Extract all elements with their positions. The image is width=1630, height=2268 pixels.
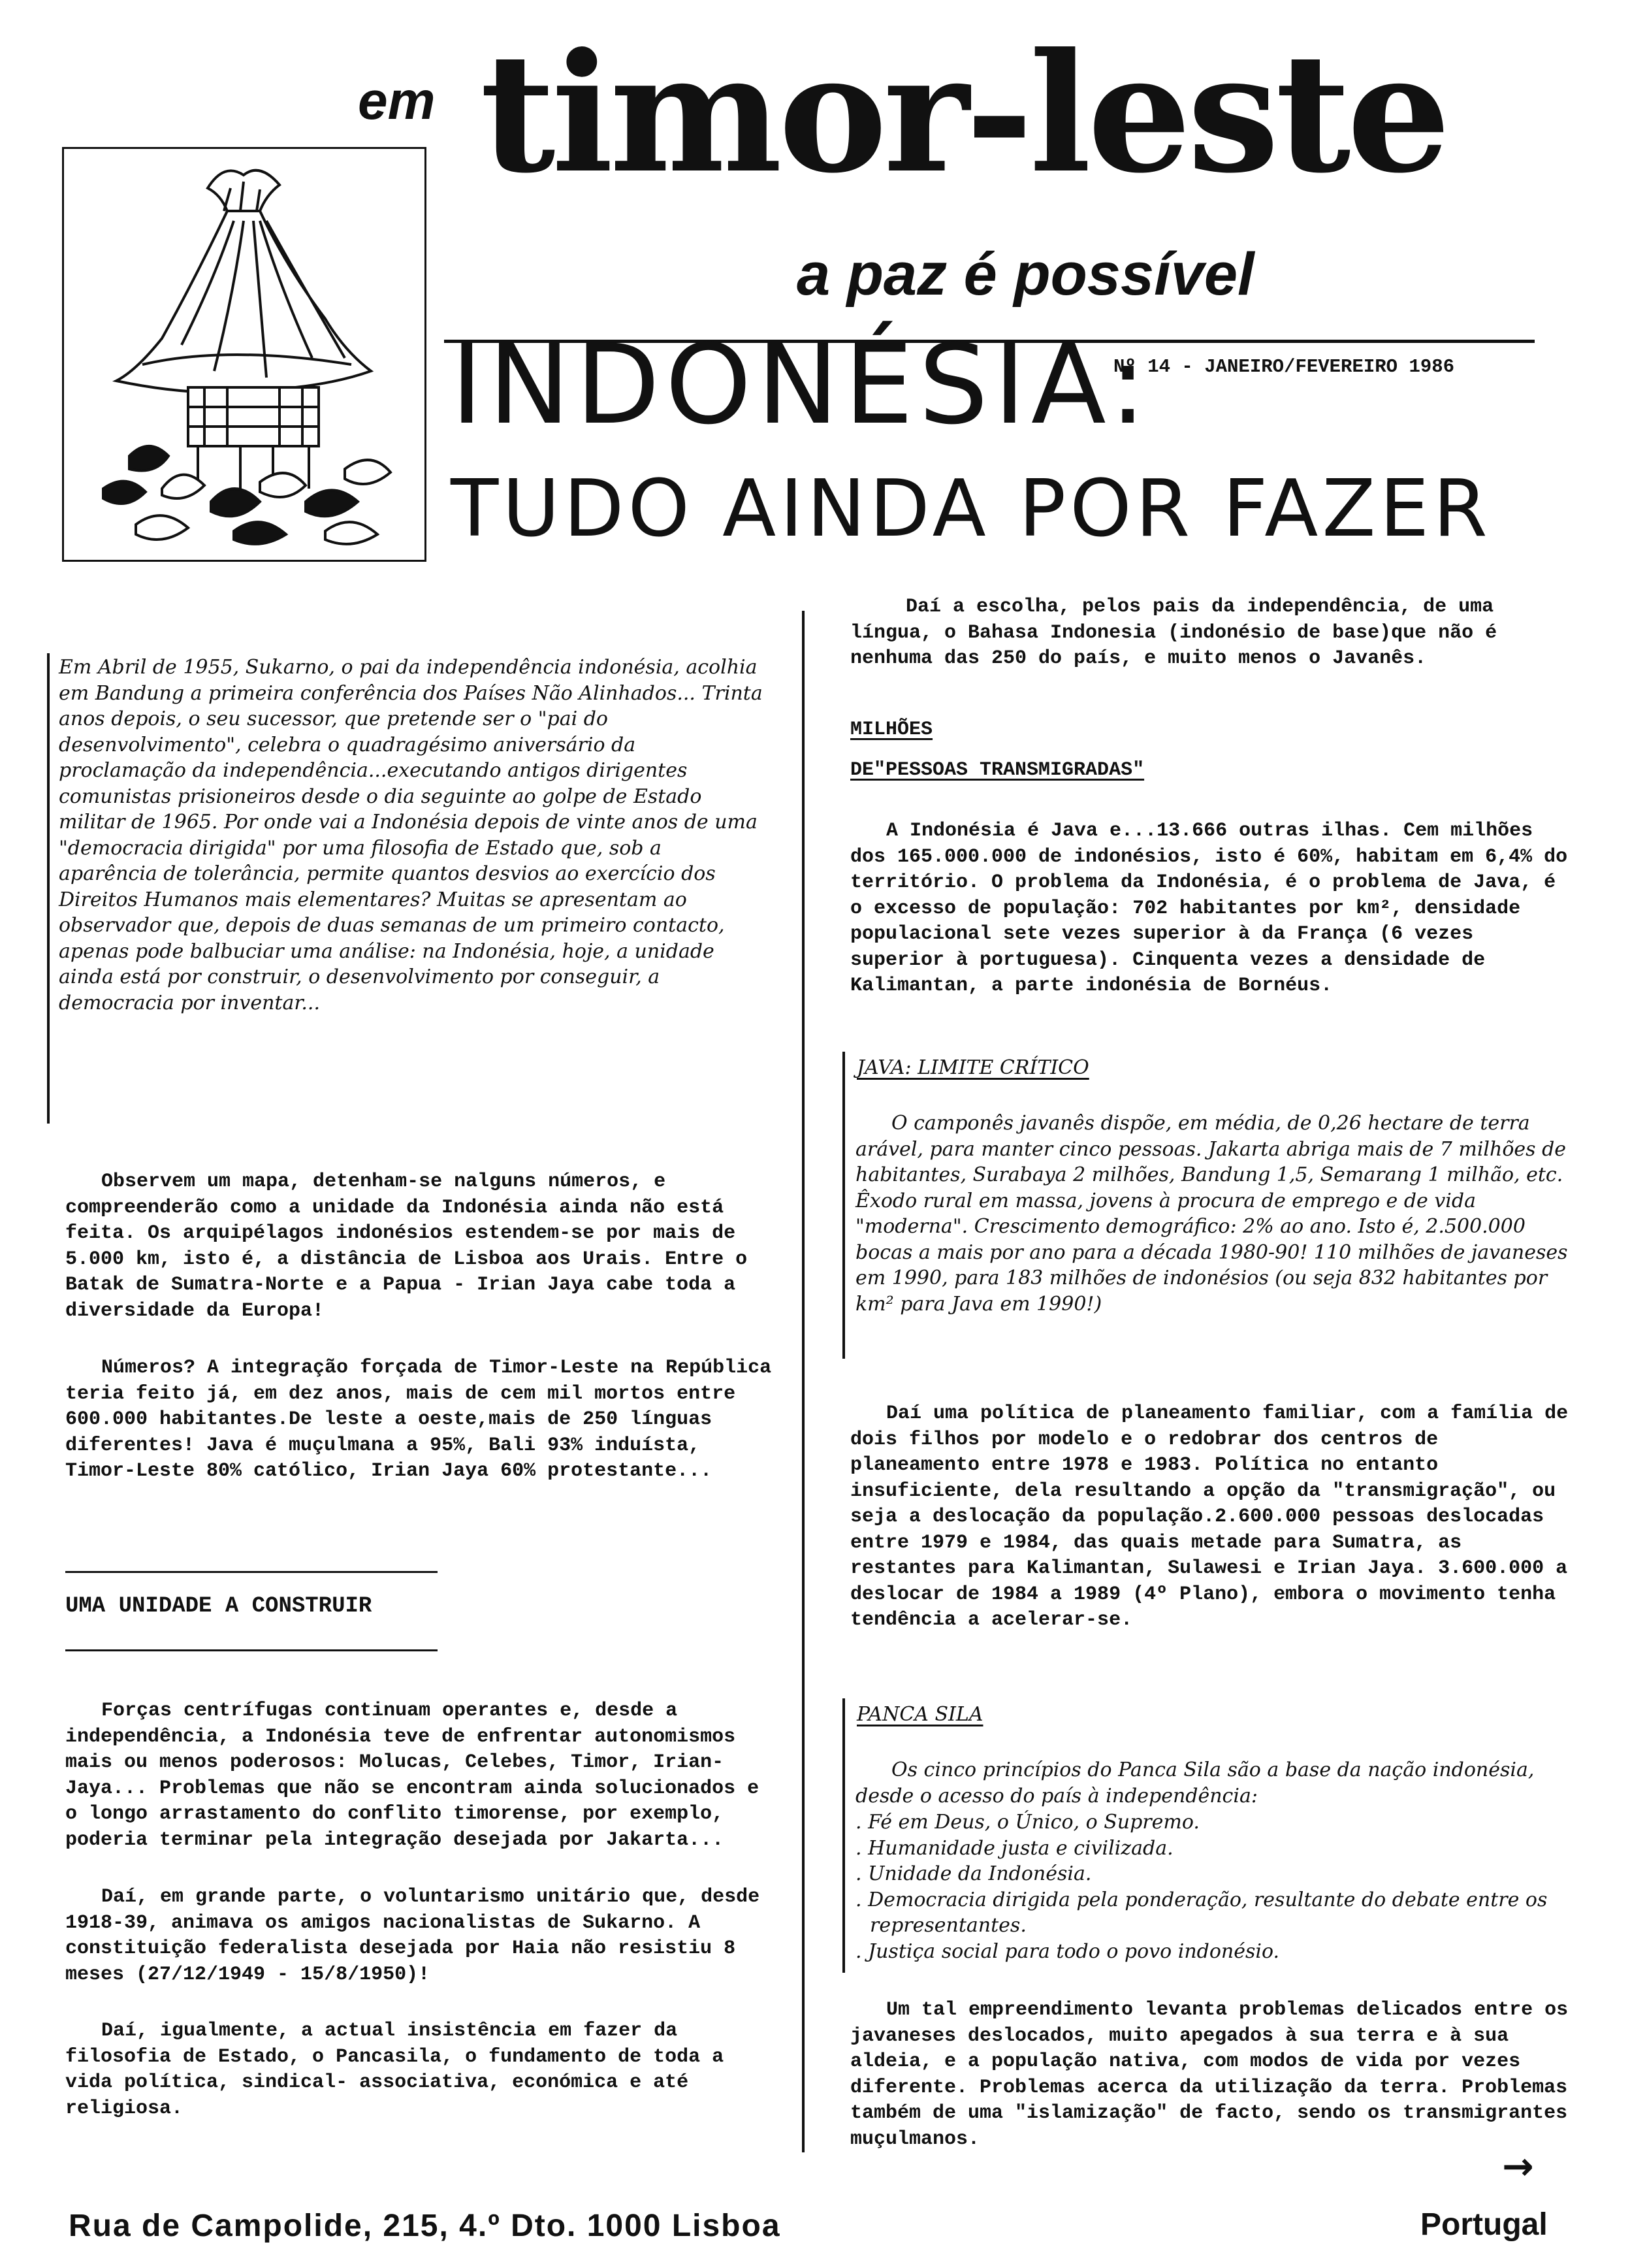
logo-illustration	[62, 147, 426, 562]
traditional-house-icon	[64, 149, 424, 560]
principle-item: . Unidade da Indonésia.	[855, 1862, 1092, 1885]
left-paragraph-3: Forças centrífugas continuam operantes e, desde a independência, a Indonésia teve de enfrentar autonomismos mais ou menos poderosos: Molucas, Celebes, Timor, Irian-Jaya... Problemas que não se encontram ainda solucionados e o longo arrastamento do conflito timorense, por exemplo, poderia terminar pela integração desejada por Jakarta...	[65, 1700, 759, 1851]
java-sidebar-bar	[842, 1052, 845, 1359]
section-rule-bottom	[65, 1649, 438, 1651]
java-paragraph: O camponês javanês dispõe, em média, de 0,26 hectare de terra arável, para manter cinco pessoas. Jakarta abriga mais de 7 milhões de habitantes, Surabaya 2 milhões, Bandung 1,5, Semarang 1 milhão, etc. Êxodo rural em massa, jovens à procura de emprego e de vida "moderna". Crescimento demográfico: 2% ao ano. Isto é, 2.500.000 bocas a mais por ano para a década 1980-90! 110 milhões de javaneses em 1990, para 183 milhões de indonésios (ou seja 832 habitantes por km² para Java em 1990!)	[855, 1112, 1568, 1316]
heading-milhoes: MILHÕES	[850, 719, 933, 741]
section-heading: UMA UNIDADE A CONSTRUIR	[65, 1594, 372, 1619]
masthead-slogan: a paz é possível	[797, 241, 1254, 308]
pancasila-sidebar-bar	[842, 1698, 845, 1973]
footer-country: Portugal	[1420, 2207, 1548, 2242]
left-paragraph-1: Observem um mapa, detenham-se nalguns números, e compreenderão como a unidade da Indonésia ainda não está feita. Os arquipélagos indonésios estendem-se por mais de 5.000 km, isto é, a distância de Lisboa aos Urais. Entre o Batak de Sumatra-Norte e a Papua - Irian Jaya cabe toda a diversidade da Europa!	[65, 1171, 748, 1322]
continue-arrow-icon: →	[1502, 2144, 1534, 2188]
masthead-prefix: em	[358, 71, 436, 131]
right-paragraph-2: A Indonésia é Java e...13.666 outras ilhas. Cem milhões dos 165.000.000 de indonésios, isto é 60%, habitam em 6,4% do território. O problema da Indonésia, é o problema de Java, é o excesso de população: 702 habitantes por km², densidade populacional sete vezes superior à da França (6 vezes superior à portuguesa). Cinquenta vezes a densidade de Kalimantan, a parte indonésia de Bornéus.	[850, 820, 1568, 997]
pancasila-paragraph: Os cinco princípios do Panca Sila são a base da nação indonésia, desde o acesso do país à independência:	[855, 1758, 1535, 1807]
intro-sidebar-bar	[47, 653, 50, 1124]
heading-transmigradas: DE"PESSOAS TRANSMIGRADAS"	[850, 759, 1145, 781]
principles-list	[855, 1809, 1574, 1964]
left-paragraph-2: Números? A integração forçada de Timor-Leste na República teria feito já, em dez anos, mais de cem mil mortos entre 600.000 habitantes.De leste a oeste,mais de 250 línguas diferentes! Java é muçulmana a 95%, Bali 93% induísta, Timor-Leste 80% católico, Irian Jaya 60% protestante...	[65, 1357, 772, 1482]
principle-item: . Democracia dirigida pela ponderação, resultante do debate entre os representantes.	[855, 1888, 1548, 1937]
heading-pancasila: PANCA SILA	[857, 1703, 983, 1726]
column-divider	[802, 611, 805, 2152]
intro-paragraph: Em Abril de 1955, Sukarno, o pai da independência indonésia, acolhia em Bandung a primeira conferência dos Países Não Alinhados... Trinta anos depois, o seu sucessor, que pretende ser o "pai do desenvolvimento", celebra o quadragésimo aniversário da proclamação da independência...executando antigos dirigentes comunistas prisioneiros desde o dia seguinte ao golpe de Estado militar de 1965. Por onde vai a Indonésia depois de vinte anos de uma "democracia dirigida" por uma filosofia de Estado que, sob a aparência de tolerância, permite quantos desvios ao exercício dos Direitos Humanos mais elementares? Muitas se apresentam ao observador que, depois de duas semanas de um primeiro contacto, apenas pode balbuciar uma análise: na Indonésia, hoje, a unidade ainda está por construir, o desenvolvimento por conseguir, a democracia por inventar...	[59, 656, 763, 1014]
left-paragraph-4: Daí, em grande parte, o voluntarismo unitário que, desde 1918-39, animava os amigos nacionalistas de Sukarno. A constituição federalista desejada por Haia não resistiu 8 meses (27/12/1949 - 15/8/1950)!	[65, 1886, 760, 1986]
masthead-title: timor-leste	[480, 17, 1447, 209]
principle-item: . Humanidade justa e civilizada.	[855, 1836, 1174, 1860]
right-paragraph-4: Daí uma política de planeamento familiar, com a família de dois filhos por modelo e o redobrar dos centros de planeamento entre 1978 e 1983. Política no entanto insuficiente, dela resultando a opção da "transmigração", ou seja a deslocação da população.2.600.000 pessoas deslocadas entre 1979 e 1984, das quais metade para Sumatra, as restantes para Kalimantan, Sulawesi e Irian Jaya. 3.600.000 a deslocar de 1984 a 1989 (4º Plano), embora o movimento tenha tendência a acelerar-se.	[850, 1402, 1569, 1631]
principle-item: . Fé em Deus, o Único, o Supremo.	[855, 1811, 1200, 1834]
headline: INDONÉSIA:	[451, 321, 1152, 449]
right-paragraph-1: Daí a escolha, pelos pais da independência, de uma língua, o Bahasa Indonesia (indonésio de base)que não é nenhuma das 250 do país, e muito menos o Javanês.	[850, 596, 1497, 670]
section-rule-top	[65, 1571, 438, 1573]
subheadline: TUDO AINDA POR FAZER	[451, 464, 1492, 555]
left-paragraph-5: Daí, igualmente, a actual insistência em fazer da filosofia de Estado, o Pancasila, o fundamento de toda a vida política, sindical- associativa, económica e até religiosa.	[65, 2020, 724, 2120]
right-paragraph-6: Um tal empreendimento levanta problemas delicados entre os javaneses deslocados, muito apegados à sua terra e à sua aldeia, e a população nativa, com modos de vida por vezes diferente. Problemas acerca da utilização da terra. Problemas também de uma "islamização" de facto, sendo os transmigrantes muçulmanos.	[850, 1999, 1569, 2150]
issue-line: Nº 14 - JANEIRO/FEVEREIRO 1986	[1113, 356, 1455, 378]
principle-item: . Justiça social para todo o povo indonésio.	[855, 1939, 1280, 1963]
footer-address: Rua de Campolide, 215, 4.º Dto. 1000 Lisboa	[69, 2209, 781, 2243]
heading-java: JAVA: LIMITE CRÍTICO	[857, 1056, 1089, 1079]
